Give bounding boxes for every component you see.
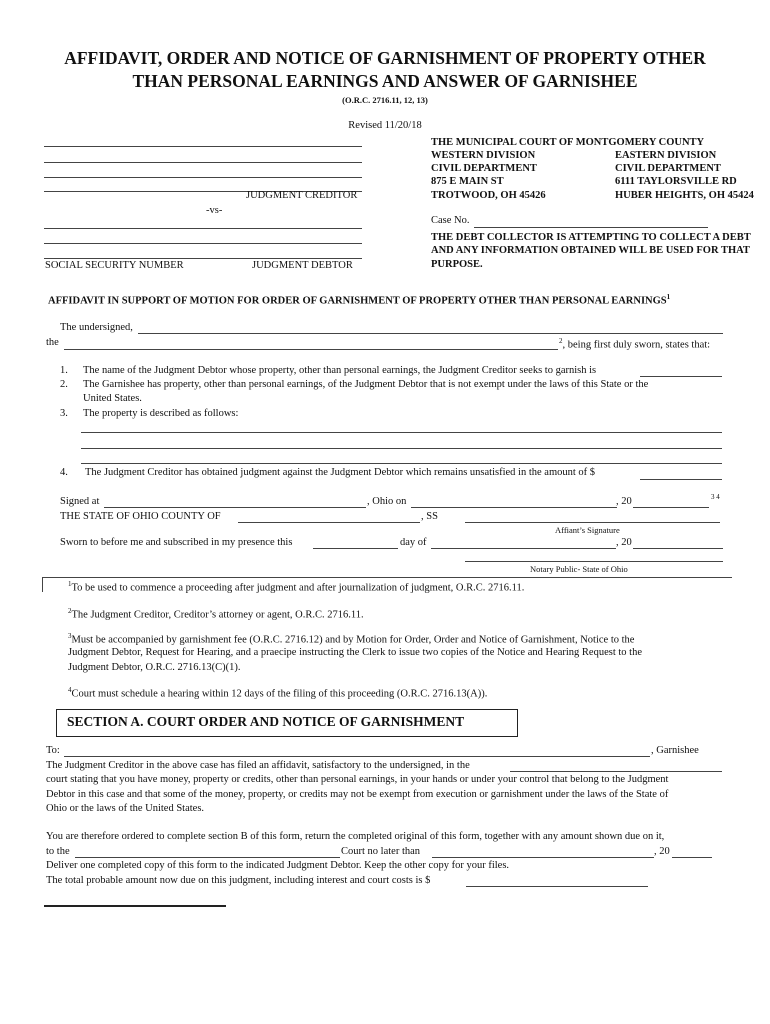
- east-city: HUBER HEIGHTS, OH 45424: [615, 190, 754, 201]
- judgment-creditor-label: JUDGMENT CREDITOR: [246, 190, 358, 201]
- creditor-line-3[interactable]: [44, 177, 362, 178]
- footnote-4: [68, 686, 487, 700]
- county-field[interactable]: [238, 522, 420, 523]
- property-line-1[interactable]: [81, 432, 722, 433]
- notary-label: Notary Public- State of Ohio: [530, 564, 628, 574]
- item2-text: The Garnishee has property, other than personal earnings, of the Judgment Debtor that is not exempt under the laws of this State or the: [83, 379, 649, 390]
- item1-number: 1.: [60, 365, 68, 376]
- capacity-field[interactable]: [64, 349, 558, 350]
- property-line-2[interactable]: [81, 448, 722, 449]
- footnote-1: [68, 580, 524, 594]
- ss-label: , SS: [421, 511, 438, 522]
- east-department: CIVIL DEPARTMENT: [615, 163, 721, 174]
- return-court-field[interactable]: [75, 857, 340, 858]
- ohio-on-label: , Ohio on: [367, 496, 407, 507]
- creditor-line-1[interactable]: [44, 146, 362, 147]
- item3-text: The property is described as follows:: [83, 408, 239, 419]
- judgment-debtor-label: JUDGMENT DEBTOR: [252, 260, 353, 271]
- the-label: the: [46, 337, 59, 348]
- footnote-3-num: 3: [68, 632, 72, 640]
- sworn-day-field[interactable]: [313, 548, 398, 549]
- deadline-date-field[interactable]: [432, 857, 654, 858]
- deadline-year-field[interactable]: [672, 857, 712, 858]
- to-the-label: to the: [46, 846, 70, 857]
- no-later-than-label: Court no later than: [341, 846, 421, 857]
- debt-notice-line1: THE DEBT COLLECTOR IS ATTEMPTING TO COLLECT A DEBT: [431, 232, 751, 243]
- day-of-label: day of: [400, 537, 427, 548]
- section-a-p2-line3: Deliver one completed copy of this form to the indicated Judgment Debtor. Keep the other copy for your files.: [46, 860, 510, 871]
- west-department: CIVIL DEPARTMENT: [431, 163, 537, 174]
- item1-field[interactable]: [640, 376, 722, 377]
- footnote-1-text: To be used to commence a proceeding after judgment and after journalization of judgment, O.R.C. 2716.11.: [71, 582, 525, 594]
- affidavit-heading-sup: 1: [666, 293, 671, 301]
- affiant-signature-line[interactable]: [465, 522, 720, 523]
- affidavit-heading: [48, 293, 670, 307]
- item2-number: 2.: [60, 379, 68, 390]
- section-a-p1-line4: Ohio or the laws of the United States.: [46, 803, 205, 814]
- section-a-p2-line1: You are therefore ordered to complete section B of this form, return the completed original of this form, together with any amount shown due on it,: [46, 831, 665, 842]
- deadline-year-prefix: , 20: [654, 846, 670, 857]
- amount-field[interactable]: [640, 479, 722, 480]
- year-prefix: , 20: [616, 496, 632, 507]
- footnote-4-text: Court must schedule a hearing within 12 days of the filing of this proceeding (O.R.C. 2716.13(A)).: [71, 688, 488, 700]
- debtor-line-1[interactable]: [44, 228, 362, 229]
- east-address: 6111 TAYLORSVILLE RD: [615, 176, 737, 187]
- footnote-1-num: 1: [68, 580, 72, 588]
- affidavit-heading-text: AFFIDAVIT IN SUPPORT OF MOTION FOR ORDER OF GARNISHMENT OF PROPERTY OTHER THAN PERSONAL EARNINGS: [48, 295, 667, 307]
- west-address: 875 E MAIN ST: [431, 176, 504, 187]
- footnote-bracket: [42, 578, 43, 592]
- item3-number: 3.: [60, 408, 68, 419]
- vs-label: -vs-: [206, 205, 223, 216]
- revised-date: Revised 11/20/18: [348, 120, 422, 131]
- section-a-p1-line1: The Judgment Creditor in the above case has filed an affidavit, satisfactory to the undersigned, in the: [46, 760, 470, 771]
- garnishee-field[interactable]: [64, 756, 650, 757]
- footnote-2: [68, 607, 364, 621]
- section-a-p1-line3: Debtor in this case and that some of the money, property, or credits may not be exempt from execution or garnishment under the laws of the State of: [46, 789, 669, 800]
- item1-text: The name of the Judgment Debtor whose property, other than personal earnings, the Judgment Creditor seeks to garnish is: [83, 365, 597, 376]
- case-no-field[interactable]: [474, 227, 708, 228]
- signed-year-field[interactable]: [633, 507, 709, 508]
- section-a-p2-line4: The total probable amount now due on this judgment, including interest and court costs is $: [46, 875, 431, 886]
- year2-prefix: , 20: [616, 537, 632, 548]
- property-line-3[interactable]: [81, 463, 722, 464]
- sworn-statement: [559, 337, 710, 351]
- item4-number: 4.: [60, 467, 68, 478]
- signed-date-field[interactable]: [411, 507, 617, 508]
- form-title-line1: AFFIDAVIT, ORDER AND NOTICE OF GARNISHMENT OF PROPERTY OTHER: [64, 48, 706, 68]
- undersigned-label: The undersigned,: [60, 322, 133, 333]
- debt-notice-line3: PURPOSE.: [431, 259, 483, 270]
- footnote-3-line3: Judgment Debtor, O.R.C. 2716.13(C)(1).: [68, 662, 241, 673]
- creditor-line-2[interactable]: [44, 162, 362, 163]
- total-due-field[interactable]: [466, 886, 648, 887]
- signed-at-field[interactable]: [104, 507, 366, 508]
- undersigned-field[interactable]: [138, 333, 723, 334]
- sworn-text: , being first duly sworn, states that:: [562, 339, 711, 351]
- court-name-field[interactable]: [510, 771, 722, 772]
- notary-signature-line[interactable]: [465, 561, 723, 562]
- item2-text-cont: United States.: [83, 393, 142, 404]
- affiant-signature-label: Affiant’s Signature: [555, 525, 620, 535]
- section-a-box: [56, 709, 518, 737]
- debtor-line-3[interactable]: [44, 258, 362, 259]
- ssn-label: SOCIAL SECURITY NUMBER: [45, 260, 184, 271]
- debt-notice-line2: AND ANY INFORMATION OBTAINED WILL BE USED FOR THAT: [431, 245, 750, 256]
- footnote-3: [68, 632, 634, 646]
- footnote-4-num: 4: [68, 686, 72, 694]
- east-division: EASTERN DIVISION: [615, 150, 717, 161]
- section-a-heading: SECTION A. COURT ORDER AND NOTICE OF GARNISHMENT: [67, 714, 465, 729]
- court-name: THE MUNICIPAL COURT OF MONTGOMERY COUNTY: [431, 137, 705, 148]
- section-a-p1-line2: court stating that you have money, property or credits, other than personal earnings, in your hands or under your control that belong to the Judgment: [46, 774, 669, 785]
- sworn-sup: 2: [559, 337, 563, 345]
- footnote-3-text: Must be accompanied by garnishment fee (O.R.C. 2716.12) and by Motion for Order, Order and Notice of Garnishment, Notice to the: [71, 634, 635, 646]
- state-county-label: THE STATE OF OHIO COUNTY OF: [60, 511, 221, 522]
- statute-reference: (O.R.C. 2716.11, 12, 13): [342, 95, 428, 105]
- garnishee-label: , Garnishee: [651, 745, 699, 756]
- sworn-month-field[interactable]: [431, 548, 616, 549]
- form-title-line2: THAN PERSONAL EARNINGS AND ANSWER OF GARNISHEE: [132, 71, 638, 91]
- sworn-year-field[interactable]: [633, 548, 723, 549]
- footnote-2-text: The Judgment Creditor, Creditor’s attorney or agent, O.R.C. 2716.11.: [71, 609, 364, 621]
- west-division: WESTERN DIVISION: [431, 150, 536, 161]
- footnote-3-line2: Judgment Debtor, Request for Hearing, and a praecipe instructing the Clerk to issue two copies of the Notice and Hearing Request to the: [68, 647, 643, 658]
- signature-footnote-refs: 3 4: [711, 493, 720, 501]
- case-no-label: Case No.: [431, 215, 470, 226]
- signed-at-label: Signed at: [60, 496, 100, 507]
- to-label: To:: [46, 745, 60, 756]
- footnote-separator: [42, 577, 732, 578]
- footnote-2-num: 2: [68, 607, 72, 615]
- sworn-before-label: Sworn to before me and subscribed in my presence this: [60, 537, 293, 548]
- west-city: TROTWOOD, OH 45426: [431, 190, 546, 201]
- judge-signature-line[interactable]: [44, 905, 226, 907]
- debtor-line-2[interactable]: [44, 243, 362, 244]
- item4-text: The Judgment Creditor has obtained judgment against the Judgment Debtor which remains unsatisfied in the amount of $: [85, 467, 596, 478]
